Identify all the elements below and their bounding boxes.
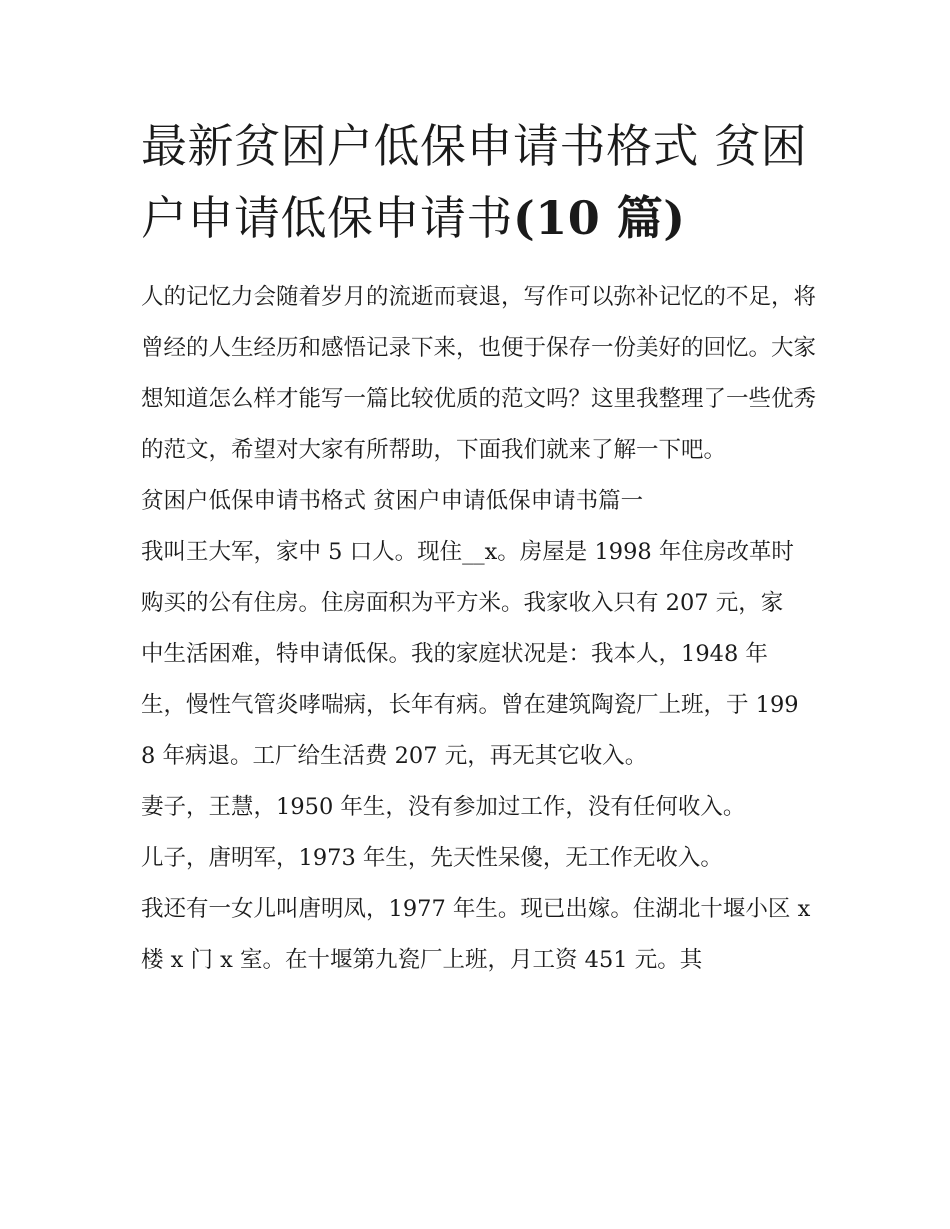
- son-paragraph: 儿子，唐明军，1973 年生，先天性呆傻，无工作无收入。: [141, 845, 723, 871]
- title-main: 最新贫困户低保申请书格式 贫困户申请低保申请书: [141, 119, 808, 245]
- section-heading: 贫困户低保申请书格式 贫困户申请低保申请书篇一: [141, 488, 644, 514]
- document-page: [141, 110, 821, 986]
- application-paragraph: 我叫王大军，家中 5 口人。现住__x。房屋是 1998 年住房改革时购买的公有住房。住房面积为平方米。我家收入只有 207 元，家中生活困难，特申请低保。我的家庭状况是：我本人，1948 年生，慢性气管炎哮喘病，长年有病。曾在建筑陶瓷厂上班，于 1998 年病退。工厂给生活费 207 元，再无其它收入。: [141, 539, 799, 769]
- wife-paragraph: 妻子，王慧，1950 年生，没有参加过工作，没有任何收入。: [141, 794, 746, 820]
- intro-paragraph: 人的记忆力会随着岁月的流逝而衰退，写作可以弥补记忆的不足，将曾经的人生经历和感悟记录下来，也便于保存一份美好的回忆。大家想知道怎么样才能写一篇比较优质的范文吗？这里我整理了一些优秀的范文，希望对大家有所帮助，下面我们就来了解一下吧。: [141, 284, 817, 463]
- document-title: [141, 110, 821, 254]
- title-suffix: (10 篇): [513, 191, 686, 245]
- document-body: [141, 272, 821, 986]
- daughter-paragraph: 我还有一女儿叫唐明凤，1977 年生。现已出嫁。住湖北十堰小区 x 楼 x 门 x 室。在十堰第九瓷厂上班，月工资 451 元。其: [141, 896, 811, 973]
